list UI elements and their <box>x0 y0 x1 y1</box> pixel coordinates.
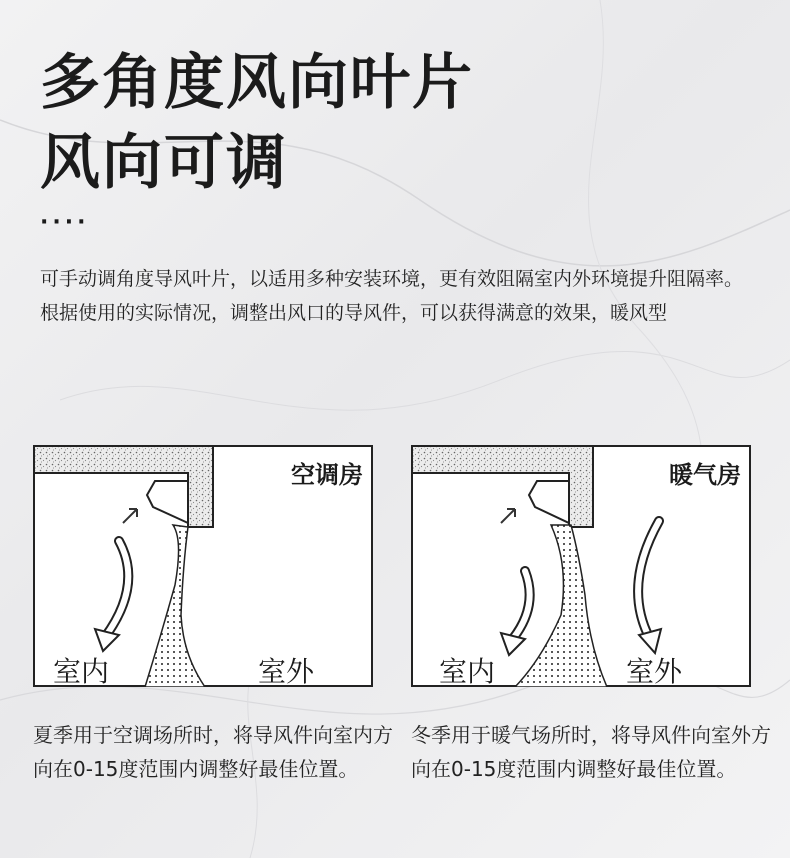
label-indoor: 室内 <box>53 655 110 688</box>
page-title-line1: 多角度风向叶片 <box>40 48 474 118</box>
caption-winter: 冬季用于暖气场所时，将导风件向室外方向在0-15度范围内调整好最佳位置。 <box>411 723 771 781</box>
label-indoor: 室内 <box>439 655 496 688</box>
panel-title: 暖气房 <box>669 461 741 489</box>
label-outdoor: 室外 <box>258 655 315 688</box>
divider-dots: ···· <box>40 210 90 235</box>
panel-air-conditioned-room <box>33 445 373 687</box>
caption-summer: 夏季用于空调场所时，将导风件向室内方向在0-15度范围内调整好最佳位置。 <box>33 723 393 781</box>
panel-title: 空调房 <box>291 461 363 489</box>
page-title-line2: 风向可调 <box>40 128 288 198</box>
description-text: 可手动调角度导风叶片，以适用多种安装环境，更有效阻隔室内外环境提升阻隔率。根据使用的实际情况，调整出风口的导风件，可以获得满意的效果，暖风型 <box>40 268 744 324</box>
panel-heated-room <box>411 445 751 687</box>
label-outdoor: 室外 <box>626 655 683 688</box>
